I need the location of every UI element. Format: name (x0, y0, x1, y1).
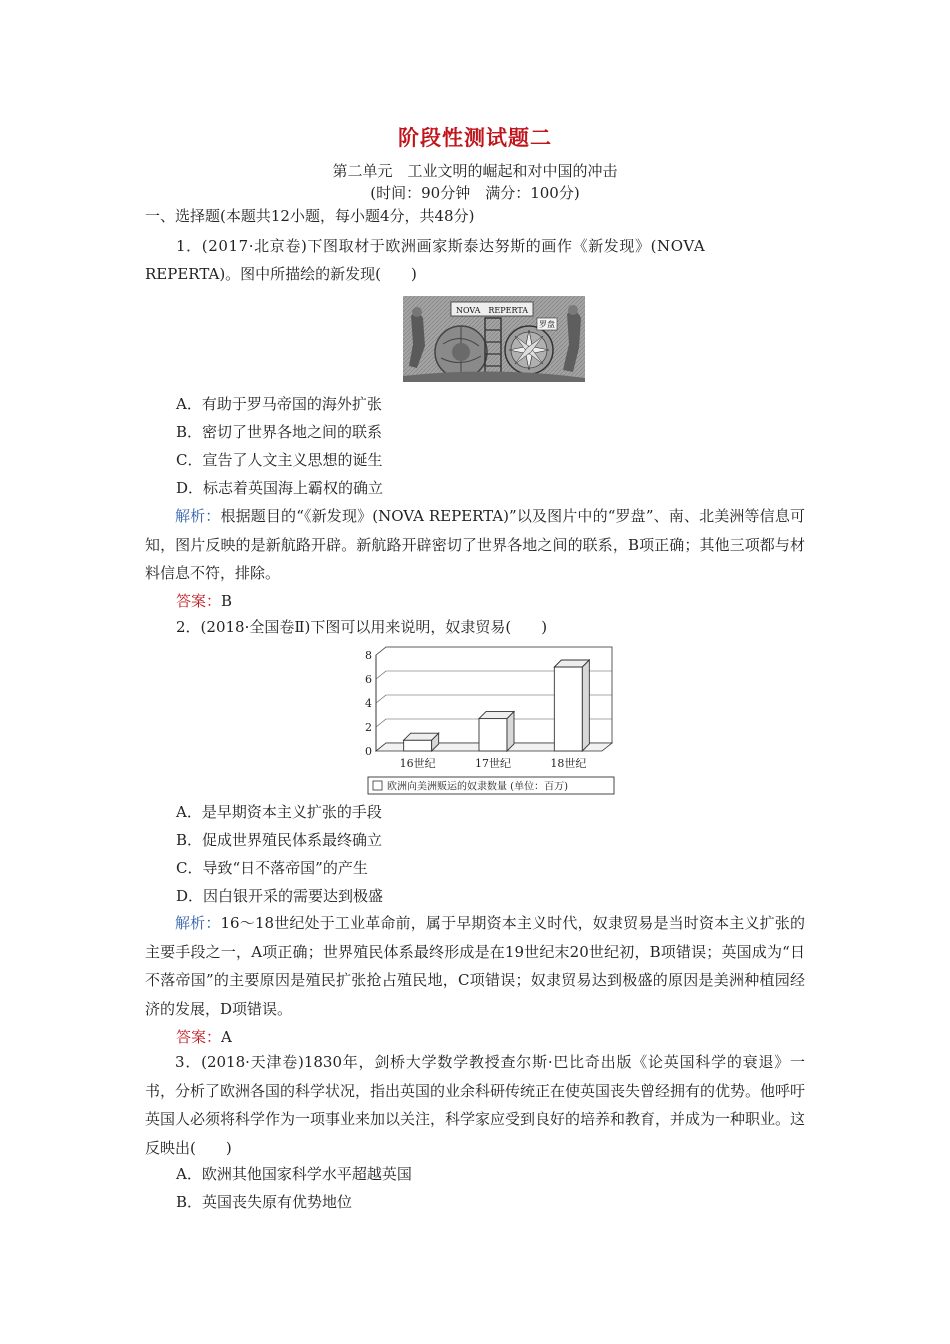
q1-answer-label: 答案： (176, 592, 222, 610)
q2-analysis-label: 解析： (175, 914, 221, 932)
y-tick-label: 2 (365, 721, 372, 734)
unit-subtitle: 第二单元 工业文明的崛起和对中国的冲击 (332, 162, 618, 180)
q2-answer (176, 1027, 232, 1047)
q2-answer-value: A (221, 1028, 232, 1046)
slave-trade-bar-chart (352, 643, 624, 798)
q1-analysis-text: 根据题目的“《新发现》(NOVA REPERTA)”以及图片中的“罗盘”、南、北美洲等信息可知，图片反映的是新航路开辟。新航路开辟密切了世界各地之间的联系，B项正确；其他三项都与材料信息不符，排除。 (145, 507, 805, 582)
x-category-label: 17世纪 (475, 757, 511, 770)
nova-reperta-painting (403, 296, 585, 382)
q3-stem: 3．(2018·天津卷)1830年，剑桥大学数学教授查尔斯·巴比奇出版《论英国科学的衰退》一书，分析了欧洲各国的科学状况，指出英国的业余科研传统正在使英国丧失曾经拥有的优势。他呼吁英国人必须将科学作为一项事业来加以关注，科学家应受到良好的培养和教育，并成为一种职业。这反映出( ) (145, 1053, 806, 1157)
q2-option-c: C．导致“日不落帝国”的产生 (176, 859, 368, 877)
x-category-label: 18世纪 (550, 757, 587, 770)
q1-answer-value: B (221, 592, 233, 610)
q1-option-a: A．有助于罗马帝国的海外扩张 (176, 395, 382, 413)
bar-front (479, 719, 507, 751)
q3-option-a: A．欧洲其他国家科学水平超越英国 (176, 1165, 412, 1183)
q1-stem-line2: REPERTA)。图中所描绘的新发现( ) (145, 265, 417, 283)
legend-text: 欧洲向美洲贩运的奴隶数量 (单位：百万) (387, 781, 568, 793)
q2-stem: 2．(2018·全国卷Ⅱ)下图可以用来说明，奴隶贸易( ) (176, 618, 548, 636)
bar-front (554, 667, 582, 751)
x-category-label: 16世纪 (399, 757, 436, 770)
bar-side (582, 660, 589, 751)
q1-analysis (145, 502, 805, 588)
q1-analysis-label: 解析： (175, 507, 221, 525)
q2-option-b: B．促成世界殖民体系最终确立 (176, 831, 383, 849)
painting-compass-label: 罗盘 (539, 320, 555, 329)
q1-option-c: C．宣告了人文主义思想的诞生 (176, 451, 383, 469)
painting-banner-text: NOVA REPERTA (455, 306, 529, 315)
y-tick-label: 0 (365, 745, 372, 758)
bar-front (404, 740, 432, 751)
page-title: 阶段性测试题二 (398, 125, 552, 150)
y-tick-label: 6 (365, 673, 372, 686)
exam-time-info: (时间：90分钟 满分：100分) (370, 184, 580, 202)
q1-answer (176, 591, 232, 611)
q3-option-b: B．英国丧失原有优势地位 (176, 1193, 353, 1211)
y-tick-label: 8 (365, 649, 372, 662)
q2-answer-label: 答案： (176, 1028, 222, 1046)
q2-analysis-text: 16～18世纪处于工业革命前，属于早期资本主义时代，奴隶贸易是当时资本主义扩张的主要手段之一，A项正确；世界殖民体系最终形成是在19世纪末20世纪初，B项错误；英国成为“日不落帝国”的主要原因是殖民扩张抢占殖民地，C项错误；奴隶贸易达到极盛的原因是美洲种植园经济的发展，D项错误。 (145, 914, 805, 1018)
q1-stem-line1: 1．(2017·北京卷)下图取材于欧洲画家斯泰达努斯的画作《新发现》(NOVA (176, 237, 706, 255)
q2-option-a: A．是早期资本主义扩张的手段 (176, 803, 382, 821)
q1-option-d: D．标志着英国海上霸权的确立 (176, 479, 384, 497)
legend-swatch (373, 781, 382, 790)
q2-analysis (145, 909, 805, 1023)
painting-illustration (403, 296, 585, 382)
section-heading: 一、选择题(本题共12小题，每小题4分，共48分) (145, 207, 475, 225)
y-tick-label: 4 (365, 697, 372, 710)
q1-option-b: B．密切了世界各地之间的联系 (176, 423, 383, 441)
q2-option-d: D．因白银开采的需要达到极盛 (176, 887, 384, 905)
bar-side (507, 712, 514, 751)
